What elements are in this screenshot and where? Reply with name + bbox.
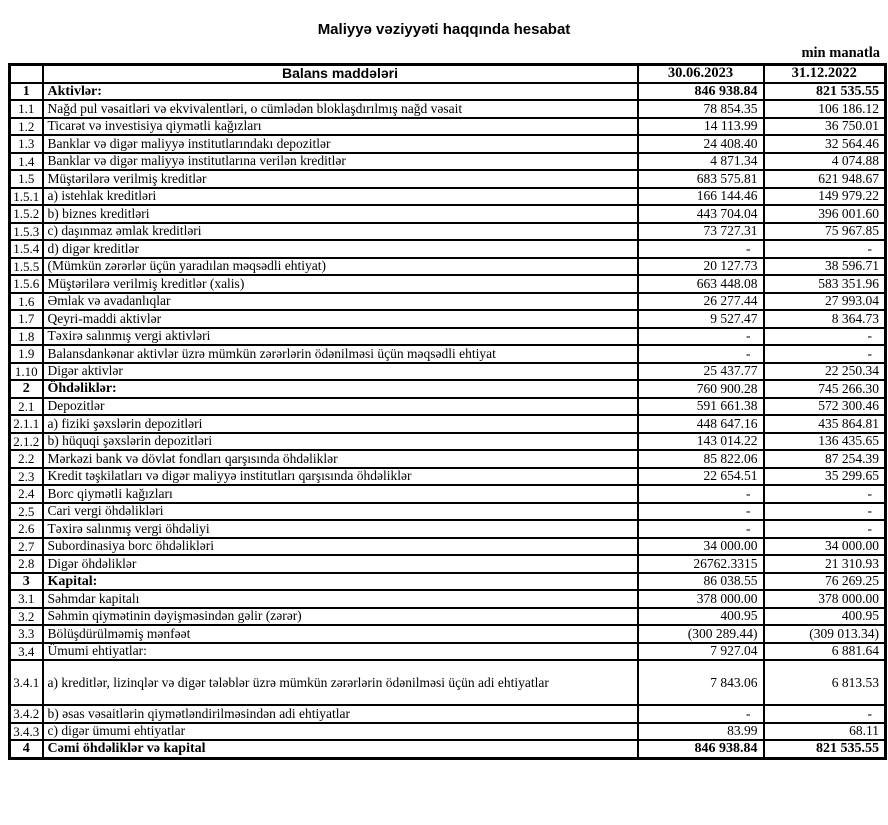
row-label-cell: Bölüşdürülməmiş mənfəət bbox=[43, 625, 638, 643]
value-cell-2022: - bbox=[764, 328, 886, 346]
row-number-cell: 2.3 bbox=[10, 468, 43, 486]
row-label-cell: Öhdəliklər: bbox=[43, 380, 638, 398]
row-label-cell: (Mümkün zərərlər üçün yaradılan məqsədli ehtiyat) bbox=[43, 258, 638, 276]
row-number-cell: 1.5.4 bbox=[10, 240, 43, 258]
value-cell-2022: 435 864.81 bbox=[764, 415, 886, 433]
row-label-cell: Kredit təşkilatları və digər maliyyə institutları qarşısında öhdəliklər bbox=[43, 468, 638, 486]
table-row bbox=[10, 503, 886, 521]
row-number-cell: 1.5.1 bbox=[10, 188, 43, 206]
row-label-cell: Digər aktivlər bbox=[43, 363, 638, 381]
value-cell-2023: 448 647.16 bbox=[638, 415, 764, 433]
balance-sheet-table bbox=[8, 63, 887, 760]
row-label-cell: Subordinasiya borc öhdəlikləri bbox=[43, 538, 638, 556]
value-cell-2023: - bbox=[638, 503, 764, 521]
table-row bbox=[10, 100, 886, 118]
row-number-cell: 3.3 bbox=[10, 625, 43, 643]
value-cell-2022: 400.95 bbox=[764, 608, 886, 626]
value-cell-2023: 400.95 bbox=[638, 608, 764, 626]
row-number-cell: 3 bbox=[10, 573, 43, 591]
row-number-cell: 2.7 bbox=[10, 538, 43, 556]
row-number-cell: 1.5 bbox=[10, 170, 43, 188]
table-row bbox=[10, 723, 886, 741]
value-cell-2023: 14 113.99 bbox=[638, 118, 764, 136]
value-cell-2022: 106 186.12 bbox=[764, 100, 886, 118]
table-row bbox=[10, 205, 886, 223]
table-row bbox=[10, 660, 886, 705]
row-label-cell: Cari vergi öhdəlikləri bbox=[43, 503, 638, 521]
row-label-cell: a) kreditlər, lizinqlər və digər tələblər üzrə mümkün zərərlərin ödənilməsi üçün adi ehtiyatlar bbox=[43, 660, 638, 705]
value-cell-2023: 34 000.00 bbox=[638, 538, 764, 556]
table-row bbox=[10, 380, 886, 398]
row-number-cell: 1.10 bbox=[10, 363, 43, 381]
value-cell-2023: 83.99 bbox=[638, 723, 764, 741]
value-cell-2022: 76 269.25 bbox=[764, 573, 886, 591]
value-cell-2023: 86 038.55 bbox=[638, 573, 764, 591]
table-row bbox=[10, 608, 886, 626]
row-label-cell: Ümumi ehtiyatlar: bbox=[43, 643, 638, 661]
row-label-cell: Ticarət və investisiya qiymətli kağızları bbox=[43, 118, 638, 136]
header-number-cell bbox=[10, 65, 43, 83]
value-cell-2022: 68.11 bbox=[764, 723, 886, 741]
value-cell-2023: 143 014.22 bbox=[638, 433, 764, 451]
value-cell-2022: 6 813.53 bbox=[764, 660, 886, 705]
table-row bbox=[10, 345, 886, 363]
row-number-cell: 2.8 bbox=[10, 555, 43, 573]
row-label-cell: Depozitlər bbox=[43, 398, 638, 416]
row-label-cell: Müştərilərə verilmiş kreditlər bbox=[43, 170, 638, 188]
value-cell-2023: - bbox=[638, 240, 764, 258]
value-cell-2023: 683 575.81 bbox=[638, 170, 764, 188]
value-cell-2022: 621 948.67 bbox=[764, 170, 886, 188]
row-number-cell: 1.5.3 bbox=[10, 223, 43, 241]
table-row bbox=[10, 555, 886, 573]
value-cell-2022: - bbox=[764, 705, 886, 723]
header-date-2022-cell: 31.12.2022 bbox=[764, 65, 886, 83]
unit-note: min manatla bbox=[801, 45, 880, 61]
row-number-cell: 1.8 bbox=[10, 328, 43, 346]
table-row bbox=[10, 485, 886, 503]
value-cell-2023: 760 900.28 bbox=[638, 380, 764, 398]
page-title: Maliyyə vəziyyəti haqqında hesabat bbox=[317, 21, 571, 38]
row-number-cell: 1.7 bbox=[10, 310, 43, 328]
row-number-cell: 2.4 bbox=[10, 485, 43, 503]
table-body bbox=[10, 83, 886, 758]
table-header-row bbox=[10, 65, 886, 83]
table-row bbox=[10, 573, 886, 591]
row-label-cell: Təxirə salınmış vergi öhdəliyi bbox=[43, 520, 638, 538]
row-label-cell: b) hüquqi şəxslərin depozitləri bbox=[43, 433, 638, 451]
header-date-2023-cell: 30.06.2023 bbox=[638, 65, 764, 83]
value-cell-2022: 583 351.96 bbox=[764, 275, 886, 293]
table-row bbox=[10, 590, 886, 608]
table-row bbox=[10, 258, 886, 276]
value-cell-2022: (309 013.34) bbox=[764, 625, 886, 643]
row-number-cell: 3.1 bbox=[10, 590, 43, 608]
value-cell-2022: 821 535.55 bbox=[764, 740, 886, 758]
table-row bbox=[10, 223, 886, 241]
row-label-cell: a) fiziki şəxslərin depozitləri bbox=[43, 415, 638, 433]
row-label-cell: Banklar və digər maliyyə institutlarına verilən kreditlər bbox=[43, 153, 638, 171]
row-label-cell: Cəmi öhdəliklər və kapital bbox=[43, 740, 638, 758]
value-cell-2023: - bbox=[638, 485, 764, 503]
value-cell-2023: 378 000.00 bbox=[638, 590, 764, 608]
value-cell-2023: 25 437.77 bbox=[638, 363, 764, 381]
value-cell-2022: 6 881.64 bbox=[764, 643, 886, 661]
table-row bbox=[10, 433, 886, 451]
row-label-cell: b) əsas vəsaitlərin qiymətləndirilməsindən adi ehtiyatlar bbox=[43, 705, 638, 723]
table-row bbox=[10, 415, 886, 433]
row-number-cell: 3.4.2 bbox=[10, 705, 43, 723]
value-cell-2023: - bbox=[638, 328, 764, 346]
row-label-cell: Balansdankənar aktivlər üzrə mümkün zərərlərin ödənilməsi üçün məqsədli ehtiyat bbox=[43, 345, 638, 363]
row-number-cell: 3.2 bbox=[10, 608, 43, 626]
value-cell-2023: 78 854.35 bbox=[638, 100, 764, 118]
value-cell-2022: 821 535.55 bbox=[764, 83, 886, 101]
row-label-cell: Nağd pul vəsaitləri və ekvivalentləri, o cümlədən bloklaşdırılmış nağd vəsait bbox=[43, 100, 638, 118]
row-number-cell: 3.4.3 bbox=[10, 723, 43, 741]
value-cell-2023: - bbox=[638, 705, 764, 723]
row-number-cell: 1.5.2 bbox=[10, 205, 43, 223]
row-label-cell: Banklar və digər maliyyə institutlarındakı depozitlər bbox=[43, 135, 638, 153]
value-cell-2023: 20 127.73 bbox=[638, 258, 764, 276]
value-cell-2023: - bbox=[638, 520, 764, 538]
table-row bbox=[10, 538, 886, 556]
value-cell-2023: 73 727.31 bbox=[638, 223, 764, 241]
value-cell-2022: 136 435.65 bbox=[764, 433, 886, 451]
table-row bbox=[10, 328, 886, 346]
row-label-cell: a) istehlak kreditləri bbox=[43, 188, 638, 206]
row-number-cell: 3.4 bbox=[10, 643, 43, 661]
value-cell-2022: 396 001.60 bbox=[764, 205, 886, 223]
row-label-cell: Müştərilərə verilmiş kreditlər (xalis) bbox=[43, 275, 638, 293]
value-cell-2023: 443 704.04 bbox=[638, 205, 764, 223]
row-number-cell: 2.2 bbox=[10, 450, 43, 468]
row-number-cell: 2.1 bbox=[10, 398, 43, 416]
row-number-cell: 2.1.1 bbox=[10, 415, 43, 433]
value-cell-2022: 38 596.71 bbox=[764, 258, 886, 276]
value-cell-2022: 572 300.46 bbox=[764, 398, 886, 416]
table-row bbox=[10, 293, 886, 311]
table-row bbox=[10, 275, 886, 293]
row-number-cell: 1.6 bbox=[10, 293, 43, 311]
row-label-cell: Səhmin qiymətinin dəyişməsindən gəlir (zərər) bbox=[43, 608, 638, 626]
value-cell-2023: 663 448.08 bbox=[638, 275, 764, 293]
table-row bbox=[10, 705, 886, 723]
row-label-cell: Qeyri-maddi aktivlər bbox=[43, 310, 638, 328]
value-cell-2022: 87 254.39 bbox=[764, 450, 886, 468]
row-number-cell: 1.2 bbox=[10, 118, 43, 136]
table-row bbox=[10, 170, 886, 188]
value-cell-2022: 32 564.46 bbox=[764, 135, 886, 153]
row-number-cell: 1 bbox=[10, 83, 43, 101]
table-row bbox=[10, 398, 886, 416]
table-row bbox=[10, 83, 886, 101]
row-number-cell: 1.4 bbox=[10, 153, 43, 171]
value-cell-2022: 21 310.93 bbox=[764, 555, 886, 573]
value-cell-2023: 591 661.38 bbox=[638, 398, 764, 416]
table-row bbox=[10, 240, 886, 258]
row-number-cell: 1.9 bbox=[10, 345, 43, 363]
value-cell-2023: 24 408.40 bbox=[638, 135, 764, 153]
table-row bbox=[10, 625, 886, 643]
value-cell-2022: 22 250.34 bbox=[764, 363, 886, 381]
value-cell-2022: 35 299.65 bbox=[764, 468, 886, 486]
value-cell-2023: (300 289.44) bbox=[638, 625, 764, 643]
header-item-cell: Balans maddələri bbox=[43, 65, 638, 83]
row-label-cell: b) biznes kreditləri bbox=[43, 205, 638, 223]
value-cell-2023: 846 938.84 bbox=[638, 740, 764, 758]
row-label-cell: Kapital: bbox=[43, 573, 638, 591]
table-row bbox=[10, 363, 886, 381]
table-row bbox=[10, 153, 886, 171]
value-cell-2023: 9 527.47 bbox=[638, 310, 764, 328]
value-cell-2023: 846 938.84 bbox=[638, 83, 764, 101]
value-cell-2022: - bbox=[764, 240, 886, 258]
row-label-cell: c) digər ümumi ehtiyatlar bbox=[43, 723, 638, 741]
value-cell-2022: 34 000.00 bbox=[764, 538, 886, 556]
table-row bbox=[10, 520, 886, 538]
value-cell-2022: - bbox=[764, 485, 886, 503]
value-cell-2023: 85 822.06 bbox=[638, 450, 764, 468]
table-row bbox=[10, 118, 886, 136]
value-cell-2023: - bbox=[638, 345, 764, 363]
row-number-cell: 3.4.1 bbox=[10, 660, 43, 705]
table-row bbox=[10, 450, 886, 468]
value-cell-2022: - bbox=[764, 503, 886, 521]
row-number-cell: 2.1.2 bbox=[10, 433, 43, 451]
value-cell-2022: 745 266.30 bbox=[764, 380, 886, 398]
row-label-cell: Mərkəzi bank və dövlət fondları qarşısında öhdəliklər bbox=[43, 450, 638, 468]
row-label-cell: Digər öhdəliklər bbox=[43, 555, 638, 573]
value-cell-2022: 378 000.00 bbox=[764, 590, 886, 608]
value-cell-2022: - bbox=[764, 345, 886, 363]
value-cell-2022: - bbox=[764, 520, 886, 538]
row-number-cell: 2.5 bbox=[10, 503, 43, 521]
value-cell-2022: 75 967.85 bbox=[764, 223, 886, 241]
value-cell-2022: 27 993.04 bbox=[764, 293, 886, 311]
row-number-cell: 1.1 bbox=[10, 100, 43, 118]
value-cell-2023: 4 871.34 bbox=[638, 153, 764, 171]
table-row bbox=[10, 188, 886, 206]
row-label-cell: Əmlak və avadanlıqlar bbox=[43, 293, 638, 311]
row-number-cell: 4 bbox=[10, 740, 43, 758]
row-label-cell: Təxirə salınmış vergi aktivləri bbox=[43, 328, 638, 346]
value-cell-2022: 36 750.01 bbox=[764, 118, 886, 136]
value-cell-2023: 26762.3315 bbox=[638, 555, 764, 573]
table-row bbox=[10, 135, 886, 153]
table-row bbox=[10, 643, 886, 661]
value-cell-2022: 8 364.73 bbox=[764, 310, 886, 328]
value-cell-2023: 7 927.04 bbox=[638, 643, 764, 661]
row-label-cell: Borc qiymətli kağızları bbox=[43, 485, 638, 503]
table-row bbox=[10, 468, 886, 486]
value-cell-2023: 166 144.46 bbox=[638, 188, 764, 206]
row-number-cell: 1.5.5 bbox=[10, 258, 43, 276]
row-number-cell: 2 bbox=[10, 380, 43, 398]
row-label-cell: d) digər kreditlər bbox=[43, 240, 638, 258]
row-number-cell: 1.5.6 bbox=[10, 275, 43, 293]
table-row bbox=[10, 740, 886, 758]
value-cell-2022: 149 979.22 bbox=[764, 188, 886, 206]
value-cell-2023: 26 277.44 bbox=[638, 293, 764, 311]
row-label-cell: Aktivlər: bbox=[43, 83, 638, 101]
row-number-cell: 2.6 bbox=[10, 520, 43, 538]
value-cell-2022: 4 074.88 bbox=[764, 153, 886, 171]
table-row bbox=[10, 310, 886, 328]
value-cell-2023: 22 654.51 bbox=[638, 468, 764, 486]
row-label-cell: Səhmdar kapitalı bbox=[43, 590, 638, 608]
value-cell-2023: 7 843.06 bbox=[638, 660, 764, 705]
row-number-cell: 1.3 bbox=[10, 135, 43, 153]
row-label-cell: c) daşınmaz əmlak kreditləri bbox=[43, 223, 638, 241]
